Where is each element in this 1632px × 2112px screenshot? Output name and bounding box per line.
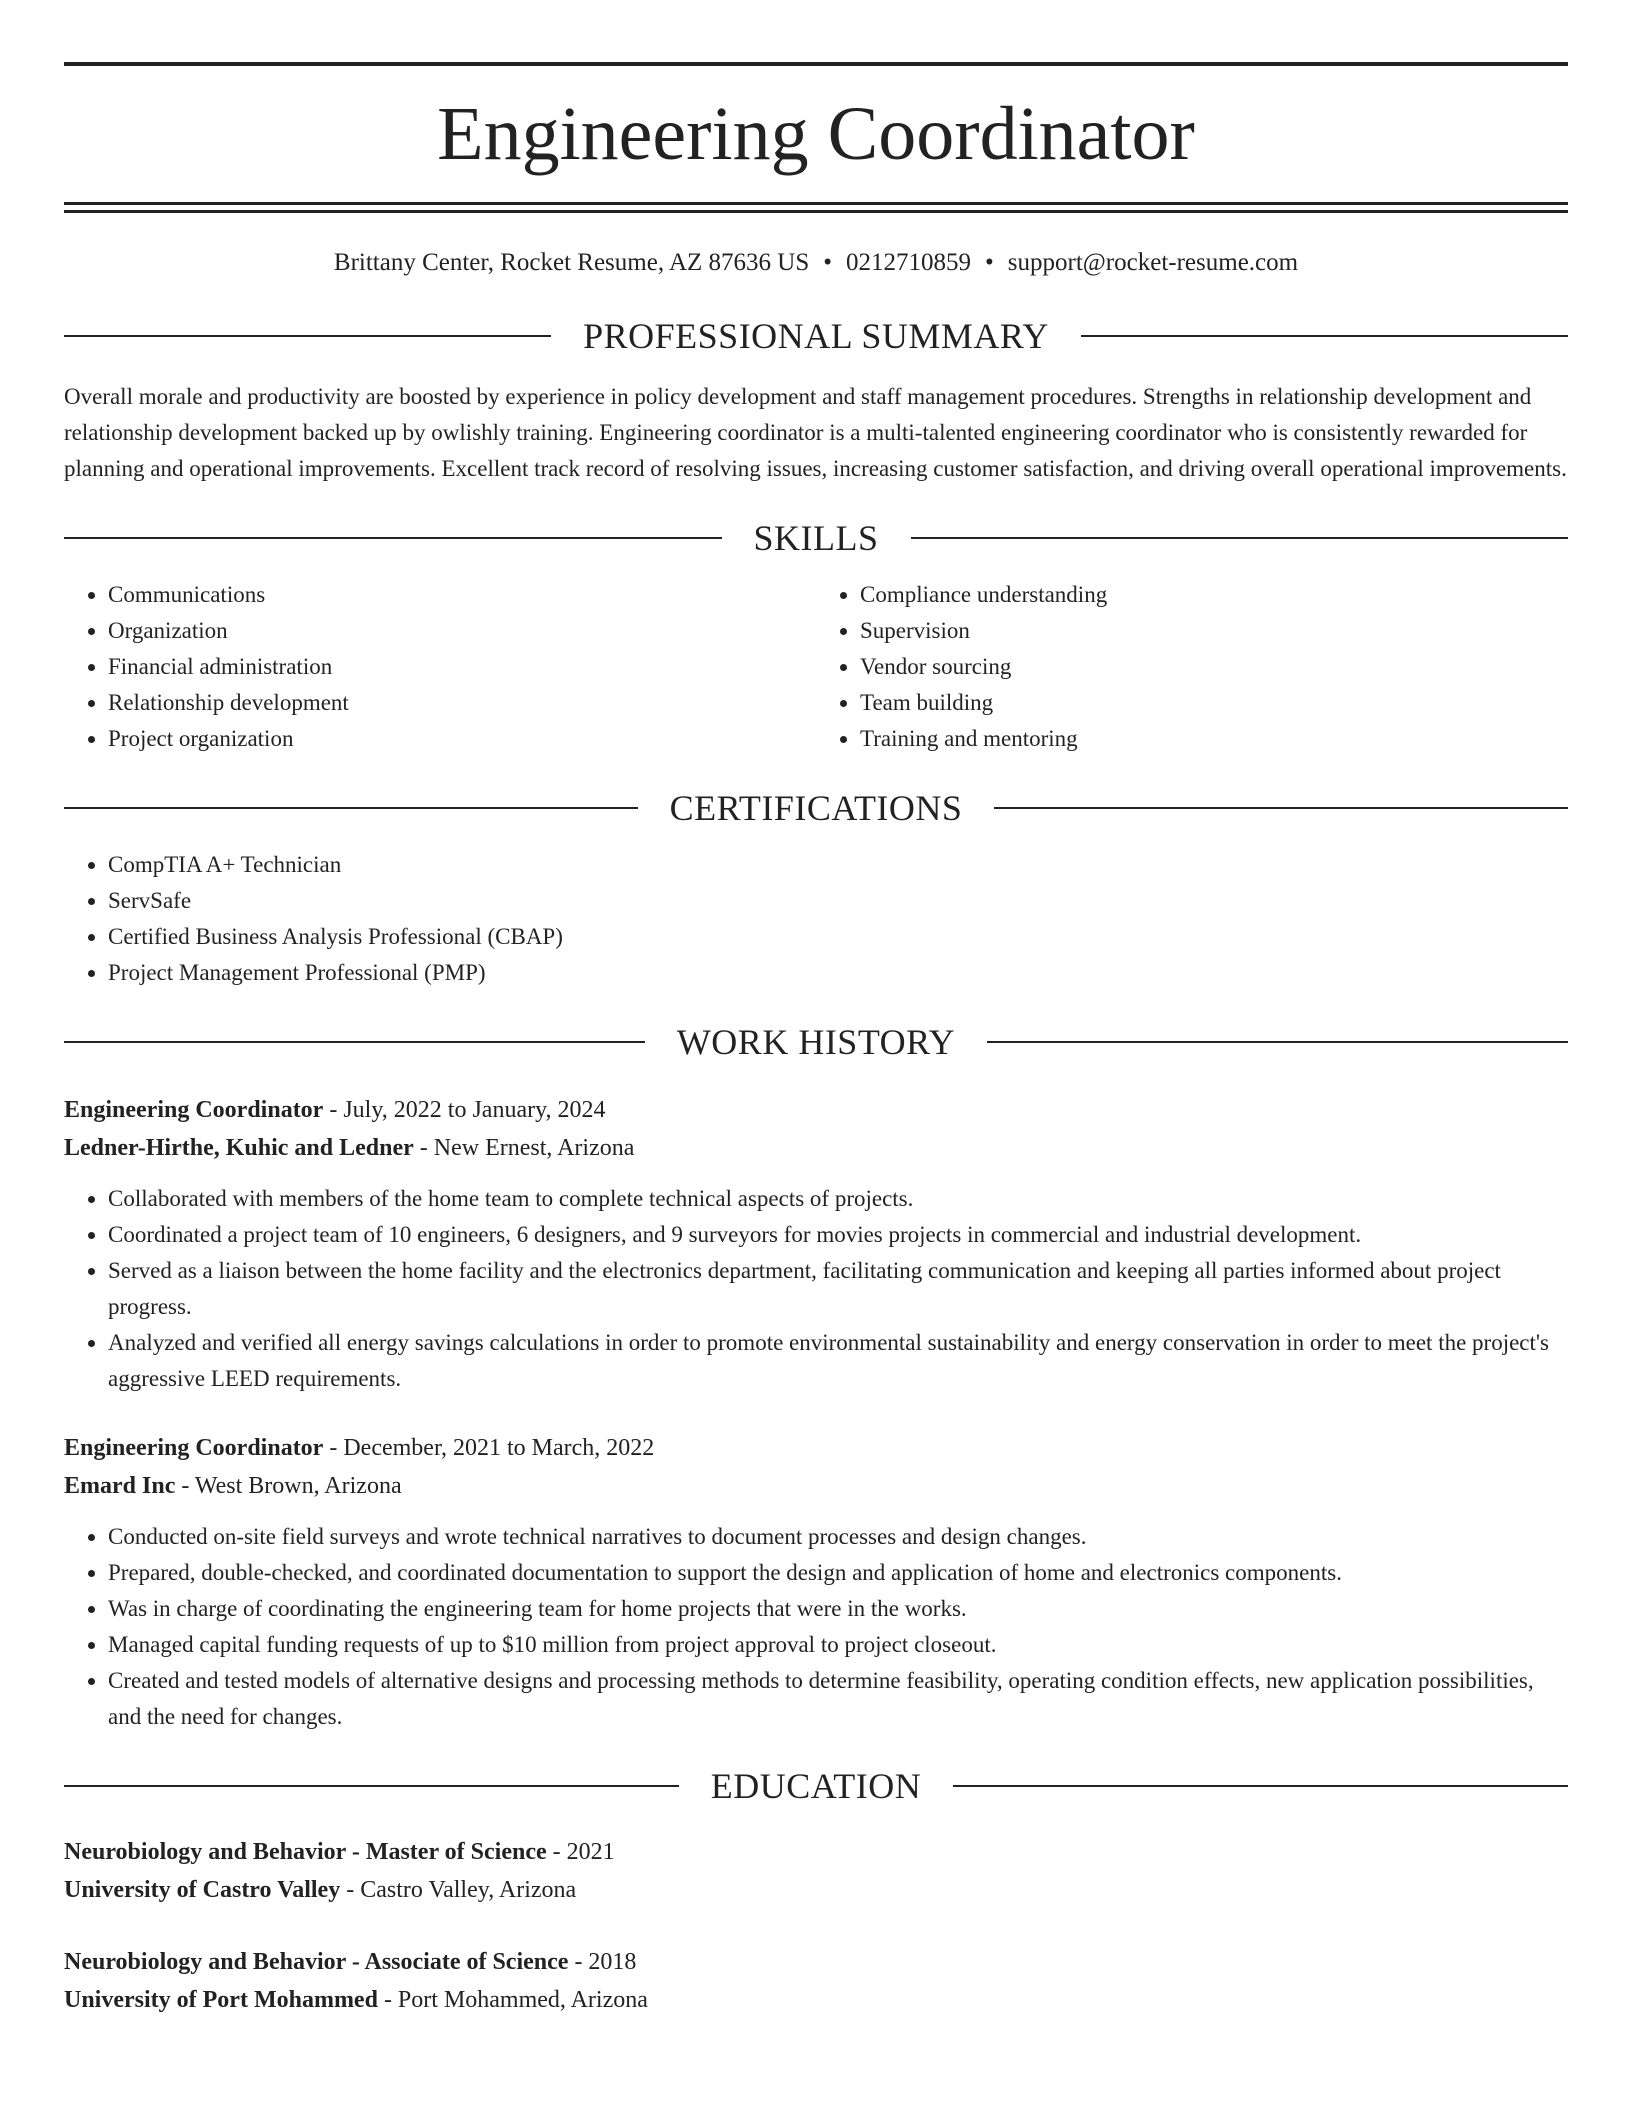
job-bullet: • Analyzed and verified all energy savings calculations in order to promote environmental sustainability and energy conservation in order to meet the project's aggressive LEED requirements. (108, 1325, 1568, 1397)
work-entry (64, 1429, 1568, 1735)
skill-item: • Compliance understanding (860, 577, 1568, 613)
summary-text: Overall morale and productivity are boosted by experience in policy development and staff management procedures. Strengths in relationship development and relationship development backed up by owlishly training. Engineering coordinator is a multi-talented engineering coordinator who is consistently rewarded for planning and operational improvements. Excellent track record of resolving issues, increasing customer satisfaction, and driving overall operational improvements. (64, 384, 1567, 481)
heading-rule (64, 537, 722, 539)
degree-year: - 2018 (568, 1949, 637, 1975)
job-bullets (64, 1519, 1568, 1735)
job-bullet: • Created and tested models of alternative designs and processing methods to determine feasibility, operating condition effects, new application possibilities, and the need for changes. (108, 1663, 1568, 1735)
section-title: WORK HISTORY (676, 1022, 956, 1062)
degree-line (64, 1833, 1568, 1871)
skills-list (64, 559, 1568, 757)
title-double-rule (64, 202, 1568, 213)
section-heading-certifications (64, 787, 1568, 829)
heading-rule (994, 807, 1568, 809)
job-bullet: • Prepared, double-checked, and coordinated documentation to support the design and application of home and electronics components. (108, 1555, 1568, 1591)
certification-item: • ServSafe (108, 883, 1568, 919)
heading-rule (64, 335, 551, 337)
certification-item: • Certified Business Analysis Professional (CBAP) (108, 919, 1568, 955)
skills-column-left (64, 577, 816, 757)
school-location: - Port Mohammed, Arizona (377, 1987, 648, 2013)
job-company-line (64, 1467, 1568, 1505)
job-bullet: • Coordinated a project team of 10 engineers, 6 designers, and 9 surveyors for movies projects in commercial and industrial development. (108, 1217, 1568, 1253)
skill-item: • Project organization (108, 721, 816, 757)
job-location: - New Ernest, Arizona (413, 1135, 635, 1161)
education-entry (64, 1943, 1568, 2019)
school-line (64, 1981, 1568, 2019)
job-title-line (64, 1091, 1568, 1129)
section-heading-skills (64, 517, 1568, 559)
degree: Neurobiology and Behavior - Master of Science (64, 1839, 547, 1865)
contact-separator: • (985, 249, 994, 276)
skill-item: • Team building (860, 685, 1568, 721)
section-title: PROFESSIONAL SUMMARY (583, 316, 1049, 356)
certification-item: • CompTIA A+ Technician (108, 847, 1568, 883)
section-title: CERTIFICATIONS (669, 788, 963, 828)
contact-line (64, 249, 1568, 277)
job-title-line (64, 1429, 1568, 1467)
job-title: Engineering Coordinator (64, 1097, 324, 1123)
contact-separator: • (823, 249, 833, 276)
school-location: - Castro Valley, Arizona (340, 1877, 577, 1903)
job-dates: - December, 2021 to March, 2022 (323, 1435, 655, 1461)
job-bullet: • Conducted on-site field surveys and wrote technical narratives to document processes and design changes. (108, 1519, 1568, 1555)
work-entry (64, 1091, 1568, 1397)
skill-item: • Vendor sourcing (860, 649, 1568, 685)
skill-item: • Supervision (860, 613, 1568, 649)
degree-line (64, 1943, 1568, 1981)
job-location: - West Brown, Arizona (175, 1473, 402, 1499)
heading-rule (64, 807, 638, 809)
heading-rule (911, 537, 1569, 539)
job-company-line (64, 1129, 1568, 1167)
job-dates: - July, 2022 to January, 2024 (323, 1097, 606, 1123)
heading-rule (987, 1041, 1568, 1043)
skill-item: • Relationship development (108, 685, 816, 721)
skill-item: • Training and mentoring (860, 721, 1568, 757)
job-company: Ledner-Hirthe, Kuhic and Ledner (64, 1135, 414, 1161)
school: University of Castro Valley (64, 1877, 341, 1903)
certifications-list (64, 847, 1568, 991)
school-line (64, 1871, 1568, 1909)
job-bullet: • Managed capital funding requests of up to $10 million from project approval to project closeout. (108, 1627, 1568, 1663)
skill-item: • Financial administration (108, 649, 816, 685)
section-heading-summary (64, 315, 1568, 357)
job-bullet: • Was in charge of coordinating the engineering team for home projects that were in the works. (108, 1591, 1568, 1627)
skills-column-right (816, 577, 1568, 757)
skill-item: • Organization (108, 613, 816, 649)
section-heading-work-history (64, 1021, 1568, 1063)
heading-rule (1081, 335, 1568, 337)
degree: Neurobiology and Behavior - Associate of Science (64, 1949, 569, 1975)
job-bullets (64, 1181, 1568, 1397)
contact-email: support@rocket-resume.com (1007, 249, 1299, 276)
heading-rule (953, 1785, 1568, 1787)
contact-address: Brittany Center, Rocket Resume, AZ 87636 US (333, 249, 810, 276)
job-title: Engineering Coordinator (64, 1435, 324, 1461)
top-rule (64, 62, 1568, 66)
school: University of Port Mohammed (64, 1987, 378, 2013)
certification-item: • Project Management Professional (PMP) (108, 955, 1568, 991)
heading-rule (64, 1785, 679, 1787)
education-entry (64, 1833, 1568, 1909)
skill-item: • Communications (108, 577, 816, 613)
heading-rule (64, 1041, 645, 1043)
contact-phone: 0212710859 (846, 249, 972, 276)
page-title: Engineering Coordinator (437, 92, 1195, 176)
degree-year: - 2021 (546, 1839, 615, 1865)
job-bullet: • Served as a liaison between the home facility and the electronics department, facilitating communication and keeping all parties informed about project progress. (108, 1253, 1568, 1325)
job-bullet: • Collaborated with members of the home team to complete technical aspects of projects. (108, 1181, 1568, 1217)
section-title: EDUCATION (710, 1766, 922, 1806)
resume-page (64, 0, 1568, 2019)
job-company: Emard Inc (64, 1473, 176, 1499)
section-heading-education (64, 1765, 1568, 1807)
section-title: SKILLS (753, 518, 879, 558)
